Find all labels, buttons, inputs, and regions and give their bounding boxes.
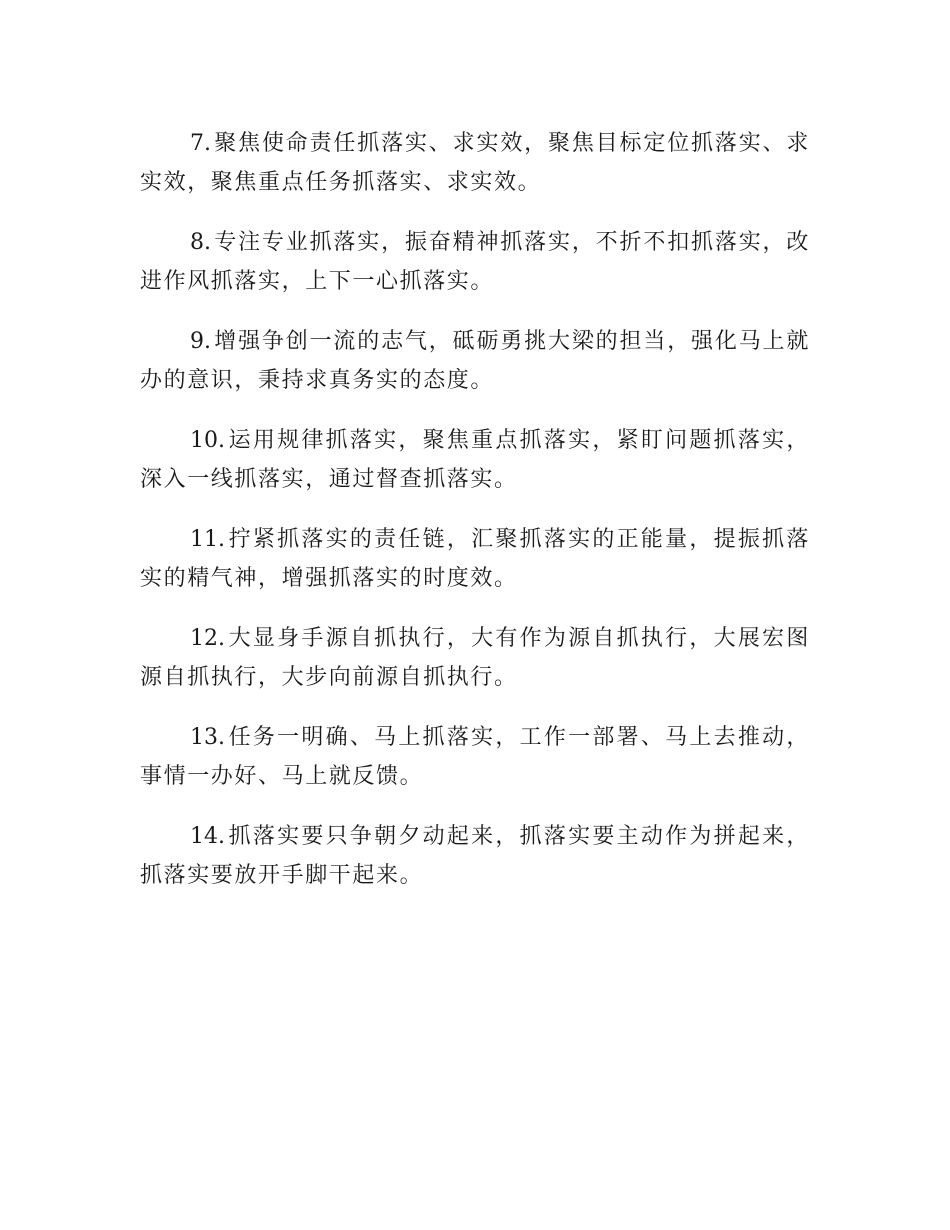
paragraph-number: 7. [190,131,211,156]
paragraph-text: 专注专业抓落实，振奋精神抓落实，不折不扣抓落实，改进作风抓落实，上下一心抓落实。 [140,230,810,294]
paragraph-12 [140,619,810,697]
paragraph-10 [140,421,810,499]
paragraph-text: 大显身手源自抓执行，大有作为源自抓执行，大展宏图源自抓执行，大步向前源自抓执行。 [140,626,810,690]
paragraph-number: 14. [190,824,225,849]
document-body [140,124,810,916]
paragraph-number: 8. [190,230,211,255]
paragraph-7 [140,124,810,202]
paragraph-9 [140,322,810,400]
paragraph-number: 9. [190,329,211,354]
paragraph-number: 10. [190,428,225,453]
paragraph-14 [140,817,810,895]
paragraph-number: 13. [190,725,225,750]
paragraph-8 [140,223,810,301]
paragraph-text: 拧紧抓落实的责任链，汇聚抓落实的正能量，提振抓落实的精气神，增强抓落实的时度效。 [140,527,810,591]
paragraph-number: 11. [190,527,225,552]
paragraph-text: 任务一明确、马上抓落实，工作一部署、马上去推动，事情一办好、马上就反馈。 [140,725,810,789]
paragraph-text: 运用规律抓落实，聚焦重点抓落实，紧盯问题抓落实，深入一线抓落实，通过督查抓落实。 [140,428,810,492]
paragraph-13 [140,718,810,796]
paragraph-11 [140,520,810,598]
paragraph-text: 增强争创一流的志气，砥砺勇挑大梁的担当，强化马上就办的意识，秉持求真务实的态度。 [140,329,810,393]
paragraph-number: 12. [190,626,225,651]
paragraph-text: 抓落实要只争朝夕动起来，抓落实要主动作为拼起来，抓落实要放开手脚干起来。 [140,824,810,888]
paragraph-text: 聚焦使命责任抓落实、求实效，聚焦目标定位抓落实、求实效，聚焦重点任务抓落实、求实效。 [140,131,810,195]
